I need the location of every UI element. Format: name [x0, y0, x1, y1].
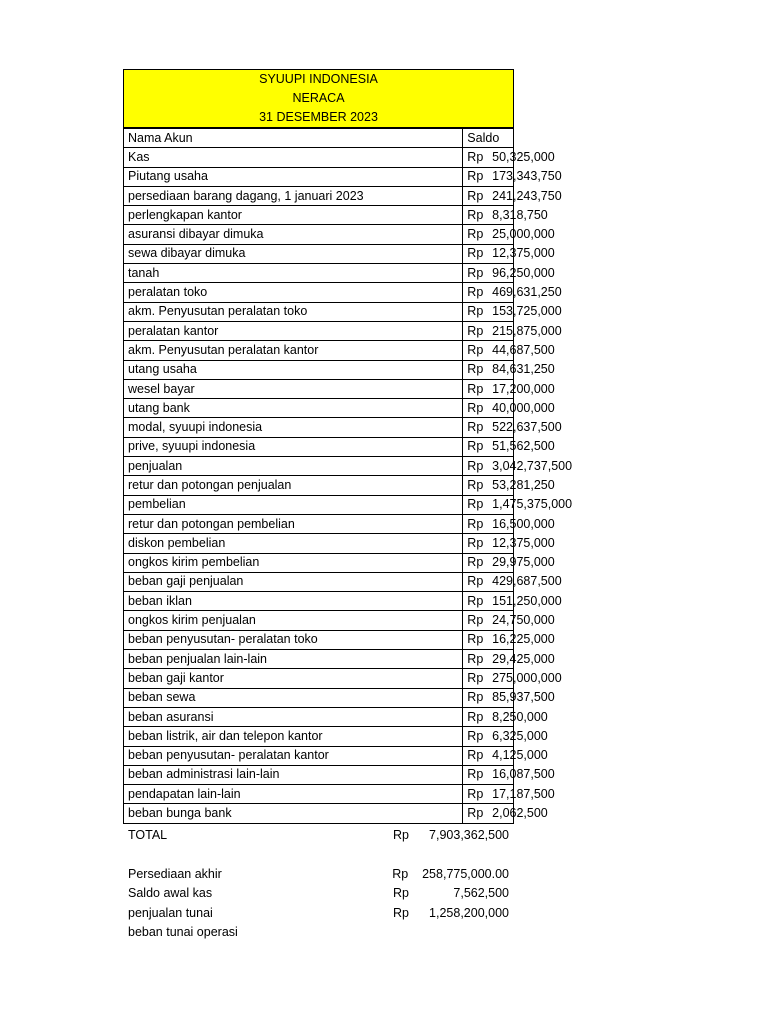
- account-name: peralatan kantor: [124, 321, 463, 340]
- table-row: [124, 457, 514, 476]
- extra-row: [123, 904, 514, 923]
- column-header-saldo: Saldo: [463, 129, 514, 148]
- account-currency: Rp: [463, 707, 488, 726]
- account-currency: Rp: [463, 302, 488, 321]
- account-value: 522,637,500: [488, 418, 513, 437]
- account-value: 29,425,000: [488, 650, 513, 669]
- account-value: 429,687,500: [488, 572, 513, 591]
- account-name: beban penjualan lain-lain: [124, 650, 463, 669]
- table-row: [124, 360, 514, 379]
- table-row: [124, 264, 514, 283]
- account-name: beban iklan: [124, 592, 463, 611]
- account-name: Piutang usaha: [124, 167, 463, 186]
- account-name: perlengkapan kantor: [124, 206, 463, 225]
- account-name: beban bunga bank: [124, 804, 463, 823]
- account-currency: Rp: [463, 669, 488, 688]
- report-name: NERACA: [292, 91, 345, 105]
- table-row: [124, 225, 514, 244]
- account-value: 24,750,000: [488, 611, 513, 630]
- account-value: 40,000,000: [488, 399, 513, 418]
- account-name: akm. Penyusutan peralatan kantor: [124, 341, 463, 360]
- account-currency: Rp: [463, 727, 488, 746]
- table-row: [124, 746, 514, 765]
- table-row: [124, 804, 514, 823]
- account-name: diskon pembelian: [124, 534, 463, 553]
- table-row: [124, 765, 514, 784]
- account-currency: Rp: [463, 630, 488, 649]
- account-currency: Rp: [463, 457, 488, 476]
- table-row: [124, 244, 514, 263]
- extra-label: Saldo awal kas: [128, 886, 213, 901]
- table-row: [124, 418, 514, 437]
- account-value: 96,250,000: [488, 264, 513, 283]
- account-value: 6,325,000: [488, 727, 513, 746]
- table-row: [124, 379, 514, 398]
- account-value: 51,562,500: [488, 437, 513, 456]
- table-row: [124, 785, 514, 804]
- account-value: 275,000,000: [488, 669, 513, 688]
- account-currency: Rp: [463, 611, 488, 630]
- account-currency: Rp: [463, 148, 488, 167]
- account-name: beban penyusutan- peralatan toko: [124, 630, 463, 649]
- account-currency: Rp: [463, 418, 488, 437]
- extra-info: [123, 865, 514, 943]
- account-value: 4,125,000: [488, 746, 513, 765]
- account-value: 53,281,250: [488, 476, 513, 495]
- account-name: retur dan potongan penjualan: [124, 476, 463, 495]
- account-currency: Rp: [463, 360, 488, 379]
- table-row: [124, 534, 514, 553]
- account-name: beban sewa: [124, 688, 463, 707]
- account-value: 50,325,000: [488, 148, 513, 167]
- account-name: sewa dibayar dimuka: [124, 244, 463, 263]
- account-currency: Rp: [463, 476, 488, 495]
- account-name: utang bank: [124, 399, 463, 418]
- total-value: 7,903,362,500: [429, 828, 509, 842]
- account-name: ongkos kirim penjualan: [124, 611, 463, 630]
- account-value: 2,062,500: [488, 804, 513, 823]
- account-name: peralatan toko: [124, 283, 463, 302]
- account-value: 17,187,500: [488, 785, 513, 804]
- account-currency: Rp: [463, 244, 488, 263]
- account-name: asuransi dibayar dimuka: [124, 225, 463, 244]
- account-name: beban asuransi: [124, 707, 463, 726]
- account-currency: Rp: [463, 167, 488, 186]
- extra-value: [423, 923, 514, 942]
- table-row: [124, 206, 514, 225]
- account-name: penjualan: [124, 457, 463, 476]
- account-currency: Rp: [463, 553, 488, 572]
- account-value: 469,631,250: [488, 283, 513, 302]
- account-value: 25,000,000: [488, 225, 513, 244]
- balance-sheet: [123, 69, 573, 824]
- extra-currency: [393, 923, 423, 942]
- account-currency: Rp: [463, 746, 488, 765]
- account-value: 16,225,000: [488, 630, 513, 649]
- account-currency: Rp: [463, 379, 488, 398]
- account-value: 84,631,250: [488, 360, 513, 379]
- account-currency: Rp: [463, 765, 488, 784]
- account-name: modal, syuupi indonesia: [124, 418, 463, 437]
- extra-row: [123, 884, 514, 903]
- account-currency: Rp: [463, 534, 488, 553]
- account-value: 85,937,500: [488, 688, 513, 707]
- table-row: [124, 572, 514, 591]
- table-row: [124, 630, 514, 649]
- extra-value: 1,258,200,000: [429, 905, 509, 920]
- extra-currency: Rp: [393, 886, 409, 901]
- table-row: [124, 553, 514, 572]
- account-name: retur dan potongan pembelian: [124, 514, 463, 533]
- account-name: beban administrasi lain-lain: [124, 765, 463, 784]
- account-value: 16,500,000: [488, 514, 513, 533]
- account-name: wesel bayar: [124, 379, 463, 398]
- table-row: [124, 399, 514, 418]
- table-row: [124, 437, 514, 456]
- account-currency: Rp: [463, 592, 488, 611]
- account-name: prive, syuupi indonesia: [124, 437, 463, 456]
- account-name: tanah: [124, 264, 463, 283]
- account-currency: Rp: [463, 785, 488, 804]
- sheet-title-block: [123, 69, 514, 128]
- account-value: 215,875,000: [488, 321, 513, 340]
- account-name: utang usaha: [124, 360, 463, 379]
- account-value: 12,375,000: [488, 534, 513, 553]
- table-row: [124, 688, 514, 707]
- account-value: 151,250,000: [488, 592, 513, 611]
- table-row: [124, 669, 514, 688]
- account-value: 241,243,750: [488, 186, 513, 205]
- total-label: TOTAL: [128, 828, 168, 842]
- account-value: 3,042,737,500: [488, 457, 513, 476]
- account-currency: Rp: [463, 264, 488, 283]
- extra-label: penjualan tunai: [128, 905, 213, 920]
- table-row: [124, 592, 514, 611]
- accounts-table: [123, 128, 573, 824]
- account-currency: Rp: [463, 341, 488, 360]
- table-row: [124, 611, 514, 630]
- account-name: pendapatan lain-lain: [124, 785, 463, 804]
- account-value: 8,250,000: [488, 707, 513, 726]
- table-row: [124, 476, 514, 495]
- account-name: beban penyusutan- peralatan kantor: [124, 746, 463, 765]
- table-row: [124, 341, 514, 360]
- account-name: ongkos kirim pembelian: [124, 553, 463, 572]
- account-currency: Rp: [463, 283, 488, 302]
- account-name: persediaan barang dagang, 1 januari 2023: [124, 186, 463, 205]
- account-value: 44,687,500: [488, 341, 513, 360]
- column-header-name: Nama Akun: [124, 129, 463, 148]
- account-currency: Rp: [463, 186, 488, 205]
- extra-currency: Rp: [392, 867, 409, 881]
- company-name: SYUUPI INDONESIA: [259, 72, 378, 86]
- account-name: Kas: [124, 148, 463, 167]
- account-value: 12,375,000: [488, 244, 513, 263]
- extra-value: 7,562,500: [453, 886, 509, 901]
- account-value: 8,318,750: [488, 206, 513, 225]
- extra-label: beban tunai operasi: [128, 925, 238, 940]
- account-currency: Rp: [463, 321, 488, 340]
- table-row: [124, 186, 514, 205]
- extra-label: Persediaan akhir: [128, 867, 222, 881]
- table-row: [124, 650, 514, 669]
- account-currency: Rp: [463, 225, 488, 244]
- account-value: 153,725,000: [488, 302, 513, 321]
- table-row: [124, 727, 514, 746]
- account-currency: Rp: [463, 437, 488, 456]
- account-name: akm. Penyusutan peralatan toko: [124, 302, 463, 321]
- table-row: [124, 321, 514, 340]
- report-date: 31 DESEMBER 2023: [259, 110, 378, 124]
- table-row: [124, 514, 514, 533]
- account-name: pembelian: [124, 495, 463, 514]
- extra-currency: Rp: [393, 905, 409, 920]
- extra-row: [123, 865, 514, 884]
- extra-row: [123, 923, 514, 942]
- account-value: 173,343,750: [488, 167, 513, 186]
- table-row: [124, 302, 514, 321]
- account-value: 16,087,500: [488, 765, 513, 784]
- account-currency: Rp: [463, 399, 488, 418]
- total-currency: Rp: [393, 828, 409, 842]
- table-row: [124, 148, 514, 167]
- extra-value: 258,775,000.00: [422, 867, 509, 881]
- account-currency: Rp: [463, 206, 488, 225]
- account-name: beban gaji penjualan: [124, 572, 463, 591]
- table-row: [124, 167, 514, 186]
- account-name: beban gaji kantor: [124, 669, 463, 688]
- account-currency: Rp: [463, 514, 488, 533]
- account-currency: Rp: [463, 495, 488, 514]
- account-currency: Rp: [463, 688, 488, 707]
- table-header-row: [124, 129, 514, 148]
- table-row: [124, 495, 514, 514]
- account-value: 29,975,000: [488, 553, 513, 572]
- account-currency: Rp: [463, 804, 488, 823]
- account-value: 17,200,000: [488, 379, 513, 398]
- account-value: 1,475,375,000: [488, 495, 513, 514]
- table-row: [124, 283, 514, 302]
- account-currency: Rp: [463, 650, 488, 669]
- account-currency: Rp: [463, 572, 488, 591]
- table-row: [124, 707, 514, 726]
- total-row: [123, 826, 514, 845]
- account-name: beban listrik, air dan telepon kantor: [124, 727, 463, 746]
